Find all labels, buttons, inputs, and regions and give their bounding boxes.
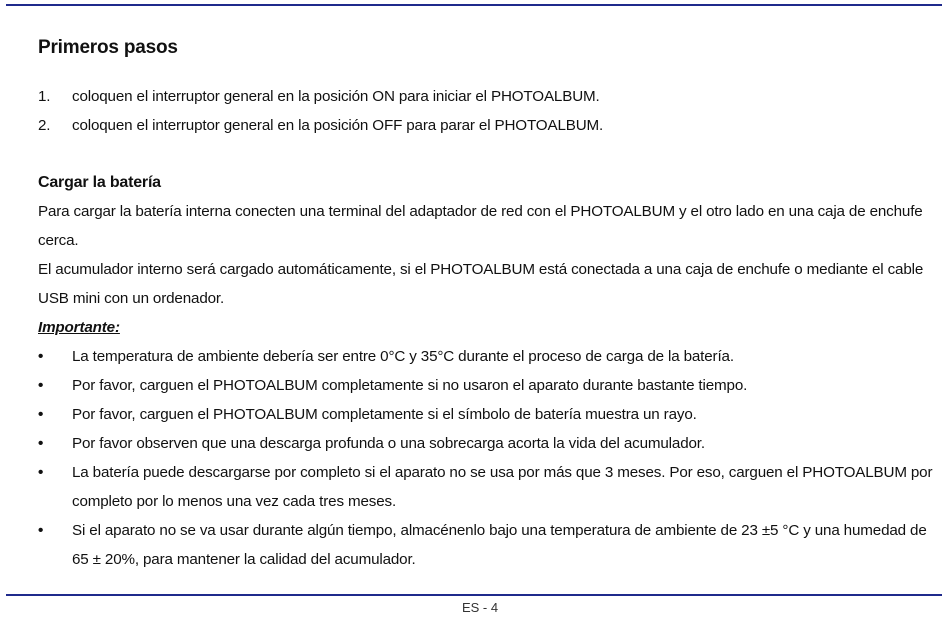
page-content <box>38 34 938 574</box>
bullet-text: La batería puede descargarse por completo si el aparato no se usa por más que 3 meses. Por eso, carguen el PHOTOALBUM por completo por lo menos una vez cada tres meses. <box>72 464 933 510</box>
list-item <box>38 342 938 371</box>
paragraph: Para cargar la batería interna conecten una terminal del adaptador de red con el PHOTOALBUM y el otro lado en una caja de enchufe cerca. <box>38 203 923 249</box>
list-item <box>38 371 938 400</box>
list-item <box>38 458 938 516</box>
bullet-icon: • <box>38 348 44 365</box>
step-number: 2. <box>38 117 51 134</box>
list-item <box>38 82 938 111</box>
bullet-icon: • <box>38 377 44 394</box>
bullet-icon: • <box>38 435 44 452</box>
bullet-text: Por favor, carguen el PHOTOALBUM completamente si no usaron el aparato durante bastante tiempo. <box>72 377 748 394</box>
list-item <box>38 516 938 574</box>
bullet-list <box>38 342 938 574</box>
step-number: 1. <box>38 88 51 105</box>
list-item <box>38 429 938 458</box>
bullet-icon: • <box>38 522 44 539</box>
bullet-text: La temperatura de ambiente debería ser entre 0°C y 35°C durante el proceso de carga de la batería. <box>72 348 734 365</box>
bullet-text: Por favor, carguen el PHOTOALBUM completamente si el símbolo de batería muestra un rayo. <box>72 406 697 423</box>
heading-cargar-bateria: Cargar la batería <box>38 174 161 191</box>
step-text: coloquen el interruptor general en la posición OFF para parar el PHOTOALBUM. <box>72 117 604 134</box>
bullet-text: Si el aparato no se va usar durante algún tiempo, almacénenlo bajo una temperatura de ambiente de 23 ±5 °C y una humedad de 65 ± 20%, para mantener la calidad del acumulador. <box>72 522 927 568</box>
steps-list <box>38 82 938 140</box>
paragraph: El acumulador interno será cargado automáticamente, si el PHOTOALBUM está conectada a una caja de enchufe o mediante el cable USB mini con un ordenador. <box>38 261 924 307</box>
bullet-icon: • <box>38 406 44 423</box>
list-item <box>38 111 938 140</box>
bottom-rule <box>6 594 942 596</box>
important-label: Importante: <box>38 319 120 336</box>
list-item <box>38 400 938 429</box>
bullet-icon: • <box>38 464 44 481</box>
bullet-text: Por favor observen que una descarga profunda o una sobrecarga acorta la vida del acumulador. <box>72 435 705 452</box>
heading-primeros-pasos: Primeros pasos <box>38 37 178 58</box>
page-number: ES - 4 <box>461 600 499 615</box>
top-rule <box>6 4 942 6</box>
step-text: coloquen el interruptor general en la posición ON para iniciar el PHOTOALBUM. <box>72 88 600 105</box>
